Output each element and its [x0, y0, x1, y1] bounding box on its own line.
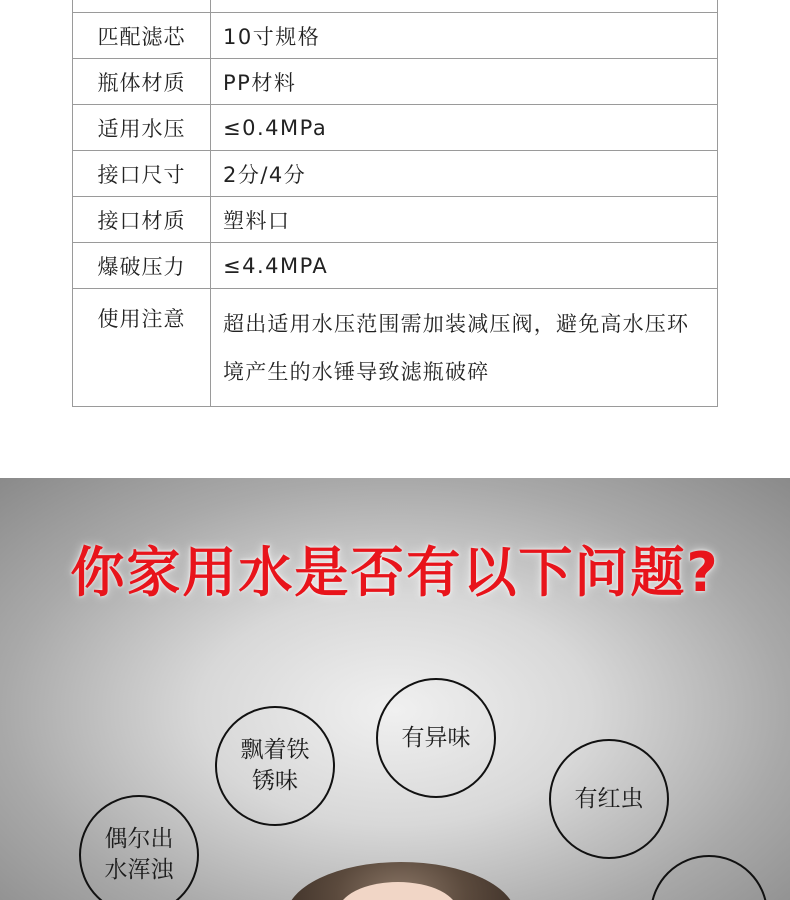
spec-value: 10寸规格 [211, 13, 718, 59]
bubble-text: 偶尔出 [104, 826, 174, 852]
spec-key: 适用水压 [73, 105, 211, 151]
table-row [73, 59, 718, 105]
table-row [73, 13, 718, 59]
table-row [73, 197, 718, 243]
problem-bubble-turbid-water [79, 795, 199, 900]
spec-value: ≤0.4MPa [211, 105, 718, 151]
spec-value [211, 0, 718, 13]
bubble-text: 锈味 [252, 768, 298, 794]
bubble-text: 飘着铁 [240, 737, 310, 763]
spec-key: 瓶体材质 [73, 59, 211, 105]
spec-key: 接口材质 [73, 197, 211, 243]
problem-headline: 你家用水是否有以下问题? [70, 541, 720, 604]
table-row [73, 243, 718, 289]
bubble-text: 有异味 [401, 724, 471, 751]
table-row [73, 151, 718, 197]
bubble-text: 有红虫 [574, 785, 644, 812]
spec-value: 塑料口 [211, 197, 718, 243]
spec-key: 使用注意 [73, 289, 211, 407]
problem-bubble-rust-smell [215, 706, 335, 826]
spec-value: 超出适用水压范围需加装减压阀，避免高水压环境产生的水锤导致滤瓶破碎 [211, 289, 718, 407]
spec-value: ≤4.4MPA [211, 243, 718, 289]
problem-section [0, 478, 790, 900]
table-row [73, 0, 718, 13]
spec-table [72, 0, 718, 407]
problem-bubble-odor [376, 678, 496, 798]
spec-key: 匹配滤芯 [73, 13, 211, 59]
spec-key: 爆破压力 [73, 243, 211, 289]
spec-value: 2分/4分 [211, 151, 718, 197]
table-row [73, 105, 718, 151]
spec-key: 接口尺寸 [73, 151, 211, 197]
spec-value: PP材料 [211, 59, 718, 105]
spec-key [73, 0, 211, 13]
table-row [73, 289, 718, 407]
problem-bubble-red-worms [549, 739, 669, 859]
bubble-text: 水浑浊 [104, 857, 174, 883]
problem-bubble-cropped [650, 855, 768, 900]
